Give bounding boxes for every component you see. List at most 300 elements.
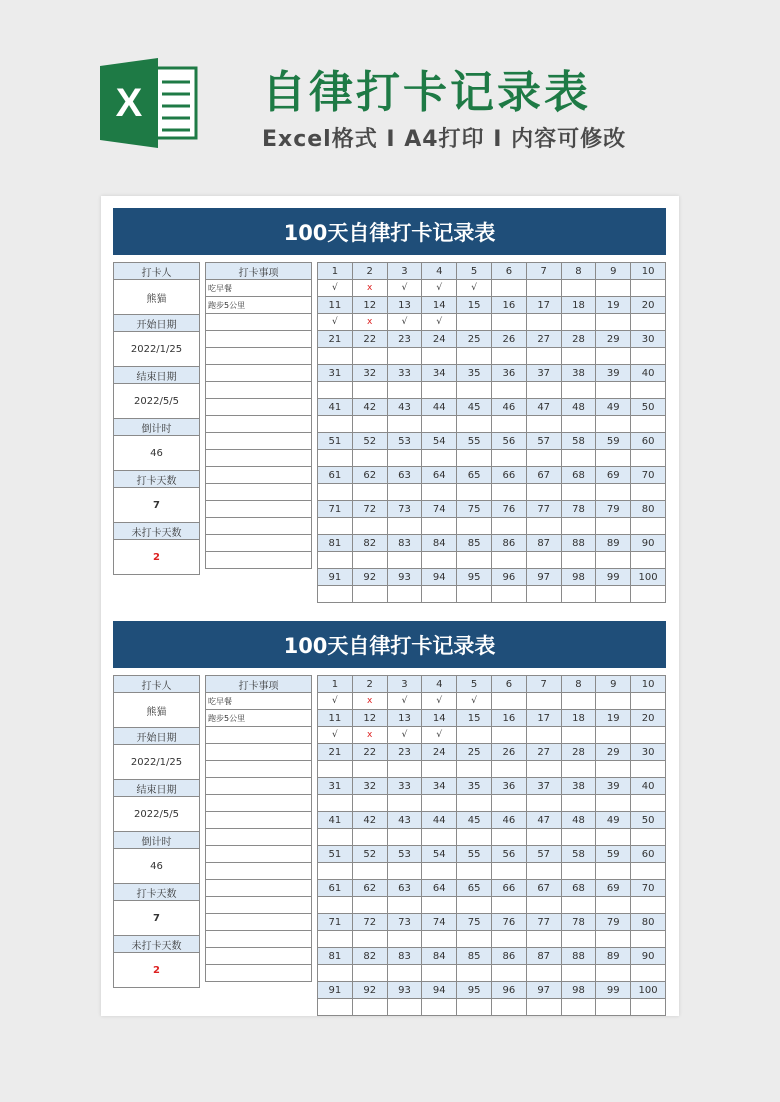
day-number-cell: 53 xyxy=(387,433,422,450)
day-number-cell: 84 xyxy=(422,535,457,552)
day-check-cell[interactable] xyxy=(526,965,561,982)
day-check-cell[interactable] xyxy=(457,863,492,880)
day-check-cell[interactable] xyxy=(457,450,492,467)
day-check-cell[interactable]: √ xyxy=(387,693,422,710)
day-check-cell[interactable] xyxy=(631,416,666,433)
day-check-cell[interactable] xyxy=(631,280,666,297)
day-check-cell[interactable] xyxy=(596,314,631,331)
day-check-cell[interactable] xyxy=(422,965,457,982)
day-number-cell: 83 xyxy=(387,535,422,552)
day-number-cell: 71 xyxy=(318,914,353,931)
day-check-cell[interactable] xyxy=(631,450,666,467)
habit-item-cell[interactable] xyxy=(206,501,312,518)
day-check-cell[interactable] xyxy=(352,829,387,846)
day-check-cell[interactable] xyxy=(457,314,492,331)
day-check-cell[interactable]: √ xyxy=(318,314,353,331)
day-number-cell: 96 xyxy=(491,569,526,586)
day-check-cell[interactable] xyxy=(318,382,353,399)
day-number-cell: 62 xyxy=(352,880,387,897)
habit-item-cell[interactable] xyxy=(206,314,312,331)
day-number-cell: 2 xyxy=(352,676,387,693)
day-check-cell[interactable]: √ xyxy=(318,693,353,710)
day-number-cell: 93 xyxy=(387,982,422,999)
day-check-cell[interactable] xyxy=(422,484,457,501)
day-number-cell: 89 xyxy=(596,535,631,552)
day-number-cell: 56 xyxy=(491,846,526,863)
day-check-cell[interactable]: √ xyxy=(422,727,457,744)
day-number-cell: 26 xyxy=(491,331,526,348)
day-check-cell[interactable] xyxy=(526,314,561,331)
day-check-cell[interactable] xyxy=(631,795,666,812)
habit-item-cell[interactable] xyxy=(206,948,312,965)
day-check-cell[interactable] xyxy=(526,931,561,948)
day-check-cell[interactable] xyxy=(561,348,596,365)
habit-item-cell[interactable] xyxy=(206,744,312,761)
habit-item-cell[interactable] xyxy=(206,727,312,744)
day-check-cell[interactable] xyxy=(631,348,666,365)
habit-item-cell[interactable] xyxy=(206,897,312,914)
day-number-cell: 38 xyxy=(561,365,596,382)
summary-value[interactable]: 2022/1/25 xyxy=(114,745,200,780)
hero-title: 自律打卡记录表 xyxy=(262,67,591,118)
day-number-cell: 36 xyxy=(491,778,526,795)
day-number-cell: 29 xyxy=(596,744,631,761)
day-check-cell[interactable] xyxy=(561,416,596,433)
day-check-cell[interactable] xyxy=(387,931,422,948)
habit-item-cell[interactable] xyxy=(206,484,312,501)
day-check-cell[interactable] xyxy=(352,931,387,948)
day-check-cell[interactable] xyxy=(387,586,422,603)
day-number-cell: 15 xyxy=(457,710,492,727)
day-check-cell[interactable] xyxy=(526,382,561,399)
day-check-cell[interactable] xyxy=(457,727,492,744)
day-check-cell[interactable] xyxy=(422,829,457,846)
day-check-cell[interactable] xyxy=(596,586,631,603)
day-check-cell[interactable]: √ xyxy=(422,693,457,710)
day-check-cell[interactable] xyxy=(561,484,596,501)
day-check-cell[interactable] xyxy=(596,727,631,744)
day-check-cell[interactable]: √ xyxy=(422,280,457,297)
day-check-cell[interactable]: √ xyxy=(387,314,422,331)
day-check-cell[interactable] xyxy=(491,693,526,710)
day-check-cell[interactable] xyxy=(318,586,353,603)
day-check-cell[interactable] xyxy=(491,348,526,365)
habit-item-cell[interactable]: 跑步5公里 xyxy=(206,297,312,314)
day-number-cell: 22 xyxy=(352,331,387,348)
day-check-cell[interactable] xyxy=(318,348,353,365)
day-check-cell[interactable] xyxy=(491,484,526,501)
day-check-cell[interactable] xyxy=(387,965,422,982)
day-check-cell[interactable]: √ xyxy=(422,314,457,331)
habit-item-cell[interactable] xyxy=(206,399,312,416)
summary-value[interactable]: 2022/5/5 xyxy=(114,384,200,419)
habit-item-cell[interactable] xyxy=(206,863,312,880)
day-check-cell[interactable] xyxy=(596,484,631,501)
day-number-cell: 92 xyxy=(352,982,387,999)
day-check-cell[interactable] xyxy=(596,450,631,467)
habit-item-cell[interactable] xyxy=(206,365,312,382)
day-check-cell[interactable] xyxy=(561,586,596,603)
day-check-cell[interactable] xyxy=(631,484,666,501)
day-check-cell[interactable] xyxy=(318,897,353,914)
summary-value[interactable]: 7 xyxy=(114,488,200,523)
habit-item-cell[interactable]: 跑步5公里 xyxy=(206,710,312,727)
day-check-cell[interactable] xyxy=(526,863,561,880)
day-check-cell[interactable] xyxy=(561,863,596,880)
habit-item-cell[interactable] xyxy=(206,812,312,829)
day-check-cell[interactable] xyxy=(596,693,631,710)
day-check-cell[interactable] xyxy=(491,416,526,433)
day-check-cell[interactable] xyxy=(352,897,387,914)
day-check-cell[interactable]: √ xyxy=(387,727,422,744)
habit-item-cell[interactable] xyxy=(206,931,312,948)
day-check-cell[interactable] xyxy=(491,965,526,982)
day-check-cell[interactable] xyxy=(526,586,561,603)
summary-label: 打卡人 xyxy=(114,263,200,280)
day-check-cell[interactable] xyxy=(457,795,492,812)
day-check-cell[interactable] xyxy=(596,518,631,535)
day-check-cell[interactable] xyxy=(631,314,666,331)
habit-item-cell[interactable] xyxy=(206,518,312,535)
day-check-cell[interactable] xyxy=(387,761,422,778)
day-check-cell[interactable] xyxy=(422,897,457,914)
day-check-cell[interactable] xyxy=(318,761,353,778)
day-check-cell[interactable] xyxy=(561,314,596,331)
habit-item-cell[interactable] xyxy=(206,846,312,863)
day-number-cell: 50 xyxy=(631,812,666,829)
day-number-cell: 58 xyxy=(561,433,596,450)
day-check-cell[interactable] xyxy=(491,314,526,331)
day-check-cell[interactable] xyxy=(631,829,666,846)
day-check-cell[interactable] xyxy=(631,897,666,914)
day-check-cell[interactable] xyxy=(631,761,666,778)
day-check-cell[interactable] xyxy=(491,863,526,880)
day-number-cell: 45 xyxy=(457,812,492,829)
day-number-cell: 80 xyxy=(631,914,666,931)
day-check-cell[interactable] xyxy=(318,450,353,467)
day-number-cell: 65 xyxy=(457,880,492,897)
habit-item-cell[interactable]: 吃早餐 xyxy=(206,280,312,297)
day-check-cell[interactable] xyxy=(387,829,422,846)
day-number-cell: 27 xyxy=(526,331,561,348)
day-check-cell[interactable] xyxy=(352,382,387,399)
day-number-cell: 88 xyxy=(561,535,596,552)
day-check-cell[interactable] xyxy=(352,518,387,535)
day-number-cell: 16 xyxy=(491,297,526,314)
day-check-cell[interactable] xyxy=(631,863,666,880)
day-check-cell[interactable] xyxy=(491,795,526,812)
day-check-cell[interactable] xyxy=(491,518,526,535)
habit-item-cell[interactable] xyxy=(206,535,312,552)
summary-value[interactable]: 熊猫 xyxy=(114,693,200,728)
day-number-cell: 54 xyxy=(422,846,457,863)
day-check-cell[interactable] xyxy=(631,999,666,1016)
day-check-cell[interactable] xyxy=(457,586,492,603)
day-check-cell[interactable] xyxy=(596,931,631,948)
day-check-cell[interactable] xyxy=(352,552,387,569)
day-check-cell[interactable] xyxy=(352,863,387,880)
day-check-cell[interactable] xyxy=(631,382,666,399)
day-check-cell[interactable] xyxy=(387,416,422,433)
day-check-cell[interactable]: √ xyxy=(387,280,422,297)
day-check-cell[interactable] xyxy=(352,999,387,1016)
day-check-cell[interactable] xyxy=(422,586,457,603)
day-check-cell[interactable] xyxy=(491,727,526,744)
day-number-cell: 64 xyxy=(422,880,457,897)
day-check-cell[interactable] xyxy=(561,965,596,982)
day-check-cell[interactable] xyxy=(387,518,422,535)
day-check-cell[interactable] xyxy=(422,863,457,880)
summary-value[interactable]: 46 xyxy=(114,436,200,471)
day-check-cell[interactable] xyxy=(422,348,457,365)
day-check-cell[interactable] xyxy=(422,931,457,948)
summary-value[interactable]: 2 xyxy=(114,953,200,988)
checkin-table-card xyxy=(113,621,666,1001)
day-check-cell[interactable] xyxy=(457,897,492,914)
day-number-cell: 78 xyxy=(561,914,596,931)
day-check-cell[interactable] xyxy=(561,897,596,914)
day-check-cell[interactable] xyxy=(561,761,596,778)
habit-item-cell[interactable] xyxy=(206,433,312,450)
day-check-cell[interactable] xyxy=(491,382,526,399)
day-check-cell[interactable] xyxy=(352,586,387,603)
day-check-cell[interactable] xyxy=(387,795,422,812)
day-check-cell[interactable] xyxy=(596,965,631,982)
day-check-cell[interactable]: x xyxy=(352,314,387,331)
day-check-cell[interactable] xyxy=(526,727,561,744)
day-check-cell[interactable] xyxy=(561,382,596,399)
day-check-cell[interactable] xyxy=(491,931,526,948)
habit-item-cell[interactable] xyxy=(206,795,312,812)
day-check-cell[interactable] xyxy=(631,518,666,535)
day-check-cell[interactable] xyxy=(352,761,387,778)
day-number-cell: 78 xyxy=(561,501,596,518)
day-check-cell[interactable] xyxy=(318,965,353,982)
day-check-cell[interactable] xyxy=(526,552,561,569)
day-check-cell[interactable] xyxy=(631,693,666,710)
day-check-cell[interactable] xyxy=(596,416,631,433)
day-check-cell[interactable] xyxy=(526,416,561,433)
day-check-cell[interactable] xyxy=(491,450,526,467)
day-check-cell[interactable] xyxy=(491,999,526,1016)
day-check-cell[interactable] xyxy=(352,965,387,982)
day-number-cell: 77 xyxy=(526,914,561,931)
day-check-cell[interactable] xyxy=(561,450,596,467)
day-number-cell: 40 xyxy=(631,365,666,382)
day-check-cell[interactable] xyxy=(352,484,387,501)
day-check-cell[interactable] xyxy=(457,484,492,501)
day-check-cell[interactable]: x xyxy=(352,693,387,710)
day-check-cell[interactable] xyxy=(561,795,596,812)
day-number-cell: 76 xyxy=(491,914,526,931)
day-check-cell[interactable] xyxy=(318,416,353,433)
day-check-cell[interactable] xyxy=(387,552,422,569)
day-number-cell: 21 xyxy=(318,331,353,348)
day-check-cell[interactable]: √ xyxy=(457,693,492,710)
day-check-cell[interactable] xyxy=(596,999,631,1016)
day-check-cell[interactable]: √ xyxy=(457,280,492,297)
day-check-cell[interactable] xyxy=(561,829,596,846)
day-number-cell: 75 xyxy=(457,501,492,518)
day-check-cell[interactable] xyxy=(491,552,526,569)
day-check-cell[interactable] xyxy=(631,965,666,982)
day-check-cell[interactable] xyxy=(387,897,422,914)
day-check-cell[interactable] xyxy=(352,348,387,365)
day-check-cell[interactable] xyxy=(596,829,631,846)
day-check-cell[interactable] xyxy=(561,518,596,535)
habit-item-cell[interactable] xyxy=(206,914,312,931)
day-number-cell: 46 xyxy=(491,812,526,829)
day-check-cell[interactable] xyxy=(387,484,422,501)
day-check-cell[interactable] xyxy=(422,795,457,812)
day-check-cell[interactable] xyxy=(561,999,596,1016)
day-number-cell: 90 xyxy=(631,948,666,965)
summary-value[interactable]: 46 xyxy=(114,849,200,884)
day-check-cell[interactable] xyxy=(631,931,666,948)
day-check-cell[interactable] xyxy=(491,897,526,914)
day-check-cell[interactable] xyxy=(526,348,561,365)
day-number-cell: 25 xyxy=(457,331,492,348)
day-check-cell[interactable] xyxy=(526,484,561,501)
habit-item-cell[interactable] xyxy=(206,778,312,795)
day-number-cell: 7 xyxy=(526,263,561,280)
day-check-cell[interactable] xyxy=(491,586,526,603)
day-check-cell[interactable] xyxy=(422,761,457,778)
day-check-cell[interactable] xyxy=(526,897,561,914)
day-number-cell: 17 xyxy=(526,297,561,314)
summary-value[interactable]: 2022/1/25 xyxy=(114,332,200,367)
day-number-cell: 4 xyxy=(422,676,457,693)
day-check-cell[interactable] xyxy=(352,416,387,433)
day-check-cell[interactable] xyxy=(422,382,457,399)
habit-item-cell[interactable] xyxy=(206,467,312,484)
habit-item-cell[interactable] xyxy=(206,382,312,399)
day-check-cell[interactable] xyxy=(352,450,387,467)
day-check-cell[interactable] xyxy=(318,552,353,569)
habit-item-cell[interactable] xyxy=(206,965,312,982)
day-check-cell[interactable] xyxy=(596,348,631,365)
habit-item-cell[interactable] xyxy=(206,552,312,569)
day-check-cell[interactable] xyxy=(561,727,596,744)
day-check-cell[interactable] xyxy=(596,382,631,399)
day-check-cell[interactable] xyxy=(387,450,422,467)
day-check-cell[interactable] xyxy=(387,348,422,365)
day-check-cell[interactable] xyxy=(457,965,492,982)
day-check-cell[interactable] xyxy=(387,863,422,880)
habit-item-cell[interactable] xyxy=(206,761,312,778)
day-check-cell[interactable] xyxy=(457,348,492,365)
day-check-cell[interactable] xyxy=(631,727,666,744)
day-check-cell[interactable] xyxy=(526,518,561,535)
day-check-cell[interactable] xyxy=(318,795,353,812)
day-number-cell: 60 xyxy=(631,846,666,863)
day-check-cell[interactable] xyxy=(596,280,631,297)
day-check-cell[interactable] xyxy=(352,795,387,812)
habit-item-cell[interactable] xyxy=(206,331,312,348)
day-check-cell[interactable] xyxy=(457,999,492,1016)
day-check-cell[interactable] xyxy=(561,280,596,297)
day-number-cell: 89 xyxy=(596,948,631,965)
day-check-cell[interactable] xyxy=(457,416,492,433)
day-check-cell[interactable] xyxy=(561,693,596,710)
day-number-cell: 10 xyxy=(631,676,666,693)
day-check-cell[interactable] xyxy=(596,795,631,812)
day-check-cell[interactable] xyxy=(318,999,353,1016)
day-check-cell[interactable]: √ xyxy=(318,280,353,297)
day-check-cell[interactable]: x xyxy=(352,280,387,297)
day-check-cell[interactable] xyxy=(491,280,526,297)
day-check-cell[interactable] xyxy=(631,586,666,603)
day-check-cell[interactable] xyxy=(318,518,353,535)
summary-table xyxy=(113,675,200,988)
summary-label: 开始日期 xyxy=(114,315,200,332)
day-check-cell[interactable] xyxy=(526,693,561,710)
day-number-cell: 24 xyxy=(422,331,457,348)
day-check-cell[interactable] xyxy=(457,382,492,399)
day-check-cell[interactable] xyxy=(491,829,526,846)
day-check-cell[interactable] xyxy=(387,382,422,399)
day-check-cell[interactable] xyxy=(561,552,596,569)
habit-item-cell[interactable]: 吃早餐 xyxy=(206,693,312,710)
day-number-cell: 58 xyxy=(561,846,596,863)
day-check-cell[interactable] xyxy=(422,450,457,467)
day-number-cell: 86 xyxy=(491,535,526,552)
day-check-cell[interactable]: x xyxy=(352,727,387,744)
day-check-cell[interactable] xyxy=(526,999,561,1016)
day-check-cell[interactable] xyxy=(422,416,457,433)
day-check-cell[interactable] xyxy=(596,897,631,914)
summary-value[interactable]: 2 xyxy=(114,540,200,575)
summary-value[interactable]: 2022/5/5 xyxy=(114,797,200,832)
day-check-cell[interactable] xyxy=(596,863,631,880)
day-check-cell[interactable] xyxy=(457,518,492,535)
day-check-cell[interactable] xyxy=(526,795,561,812)
habit-item-cell[interactable] xyxy=(206,348,312,365)
habit-item-cell[interactable] xyxy=(206,450,312,467)
day-check-cell[interactable] xyxy=(457,552,492,569)
day-check-cell[interactable] xyxy=(526,761,561,778)
day-check-cell[interactable] xyxy=(631,552,666,569)
day-check-cell[interactable] xyxy=(596,761,631,778)
day-number-cell: 13 xyxy=(387,297,422,314)
day-check-cell[interactable] xyxy=(561,931,596,948)
day-check-cell[interactable] xyxy=(526,829,561,846)
day-check-cell[interactable] xyxy=(457,761,492,778)
day-number-cell: 4 xyxy=(422,263,457,280)
day-check-cell[interactable] xyxy=(422,552,457,569)
day-check-cell[interactable] xyxy=(387,999,422,1016)
day-number-cell: 46 xyxy=(491,399,526,416)
day-check-cell[interactable] xyxy=(318,829,353,846)
day-check-cell[interactable] xyxy=(422,518,457,535)
day-check-cell[interactable]: √ xyxy=(318,727,353,744)
day-check-cell[interactable] xyxy=(318,931,353,948)
day-check-cell[interactable] xyxy=(491,761,526,778)
day-check-cell[interactable] xyxy=(596,552,631,569)
summary-value[interactable]: 7 xyxy=(114,901,200,936)
habit-item-cell[interactable] xyxy=(206,880,312,897)
day-check-cell[interactable] xyxy=(318,863,353,880)
day-check-cell[interactable] xyxy=(526,450,561,467)
day-check-cell[interactable] xyxy=(526,280,561,297)
day-check-cell[interactable] xyxy=(318,484,353,501)
habit-item-cell[interactable] xyxy=(206,829,312,846)
day-check-cell[interactable] xyxy=(457,931,492,948)
day-check-cell[interactable] xyxy=(457,829,492,846)
habit-item-cell[interactable] xyxy=(206,416,312,433)
day-check-cell[interactable] xyxy=(422,999,457,1016)
summary-value[interactable]: 熊猫 xyxy=(114,280,200,315)
